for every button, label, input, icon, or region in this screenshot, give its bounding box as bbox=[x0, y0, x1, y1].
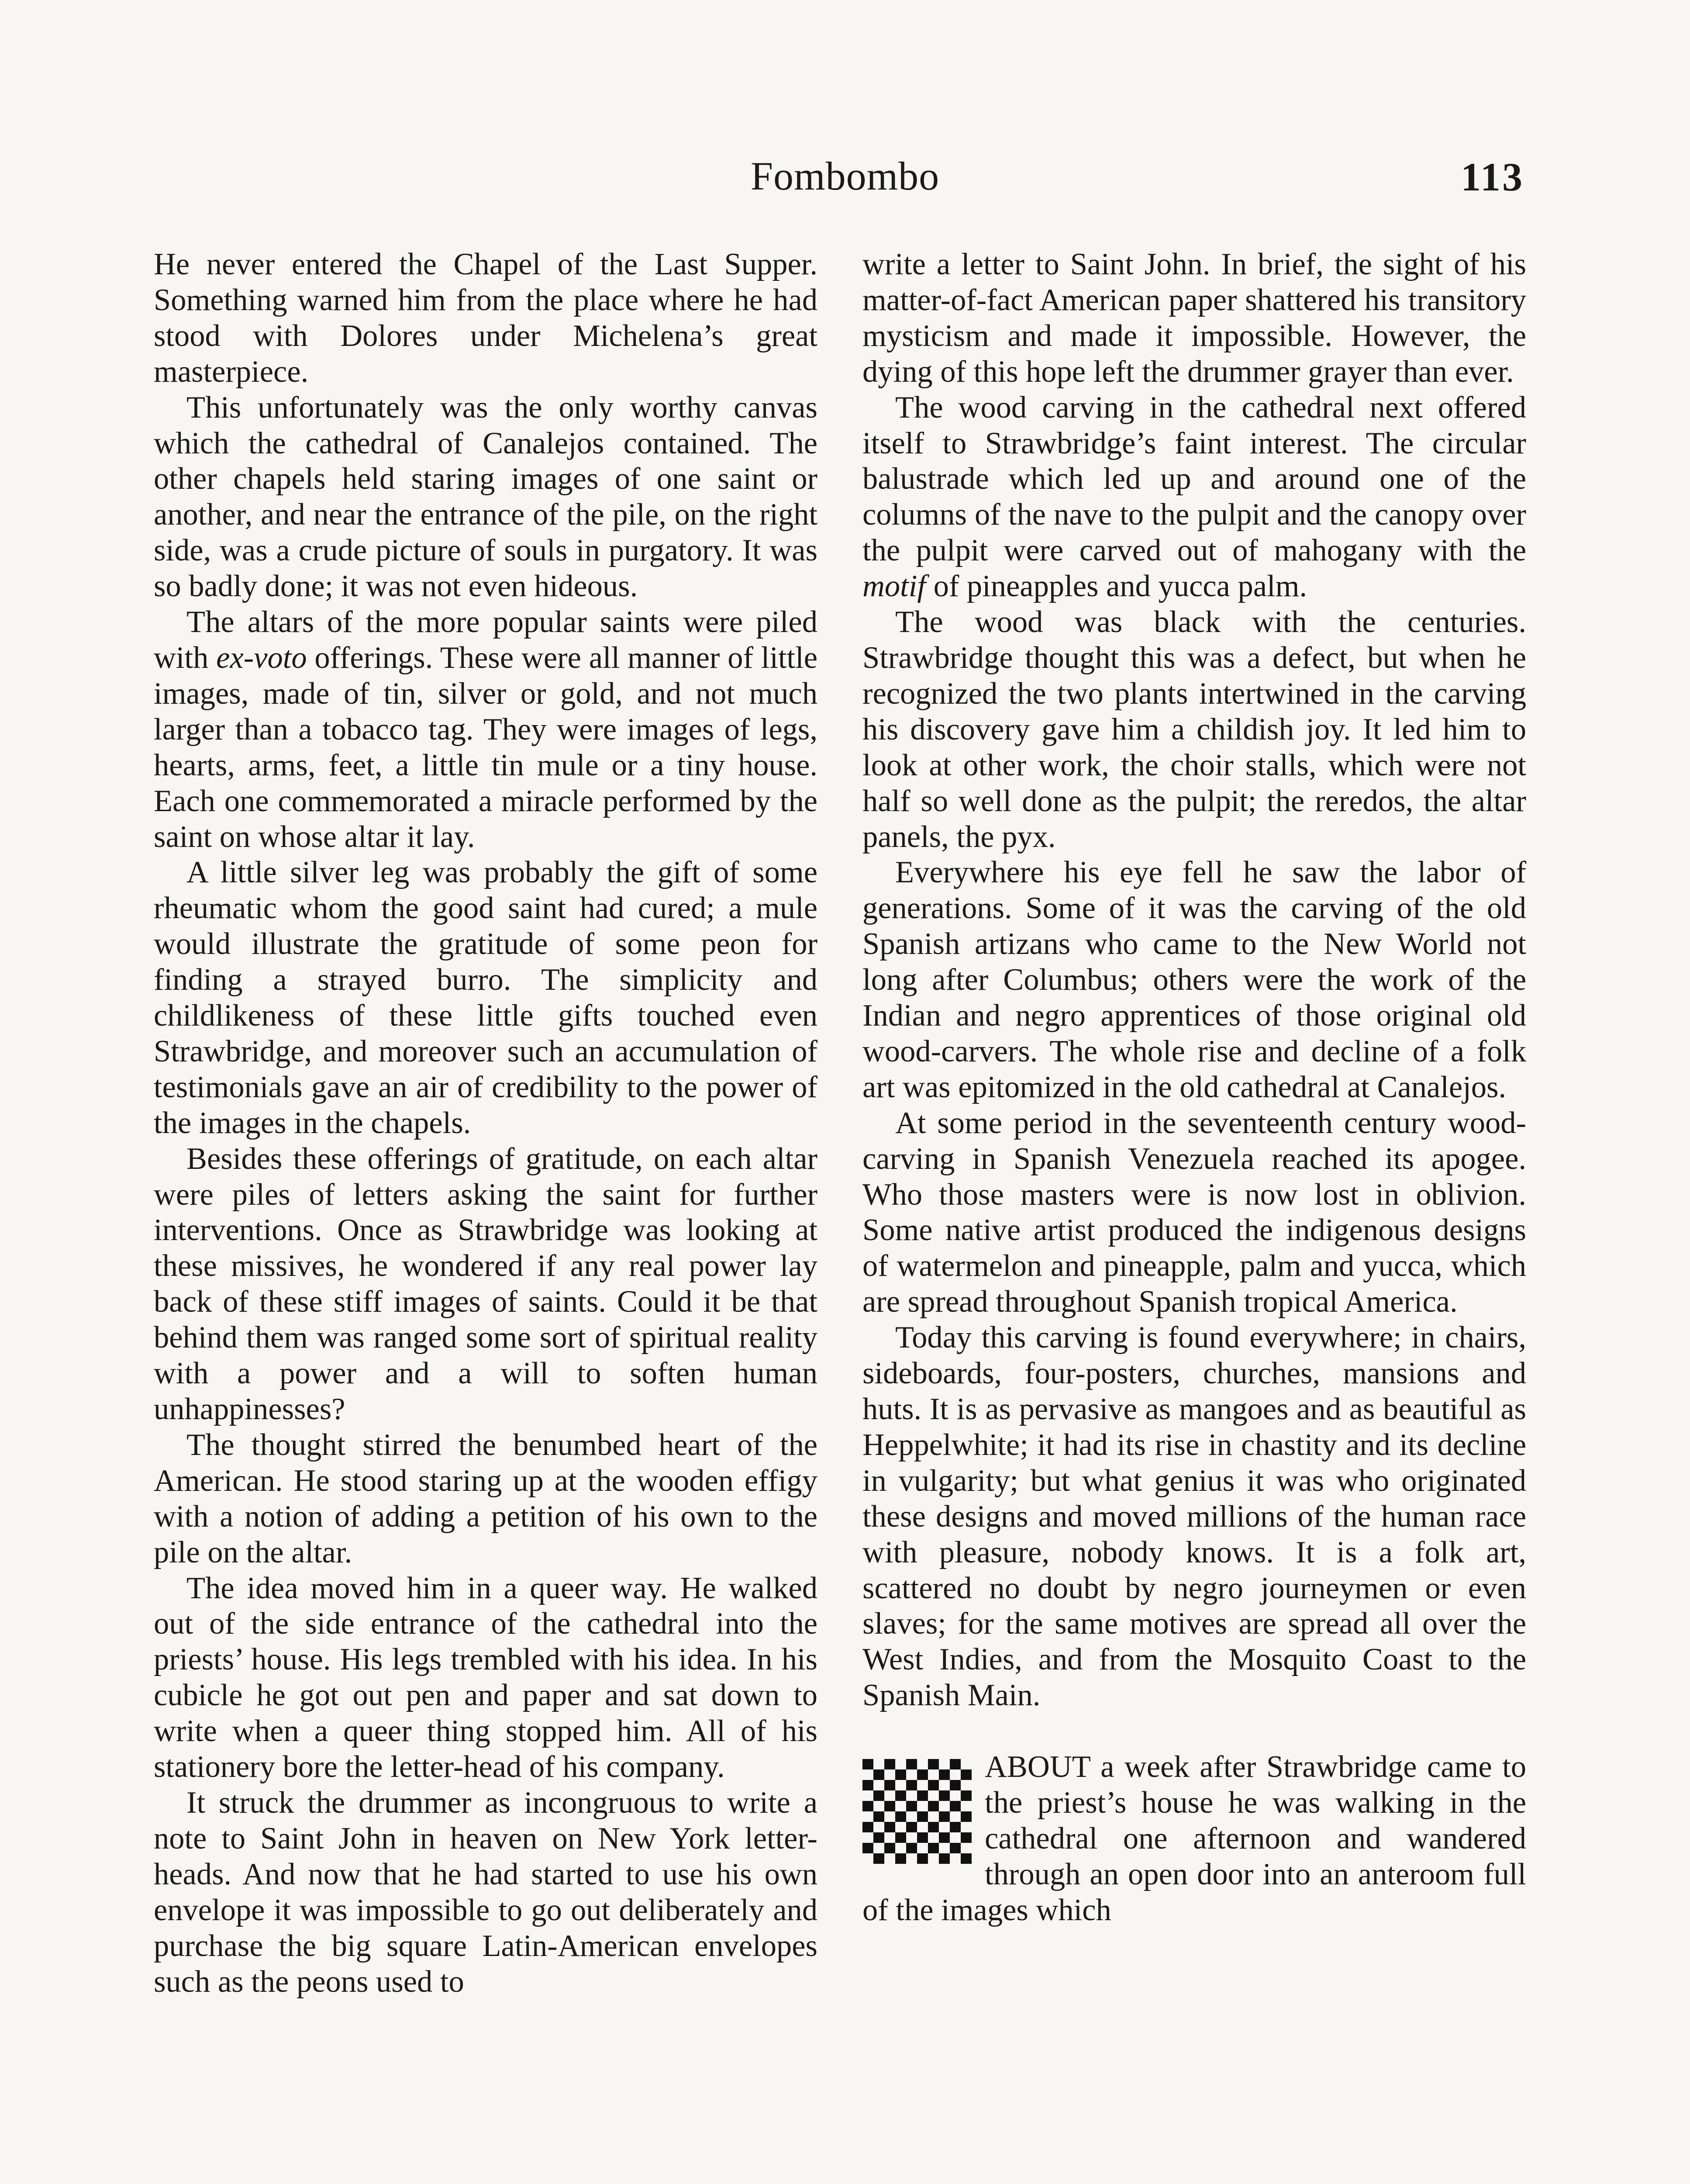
right-column bbox=[862, 247, 1526, 1928]
paragraph: Everywhere his eye fell he saw the labor of generations. Some of it was the carving of the old Spanish artizans who came to the New World not long after Columbus; others were the work of the Indian and negro apprentices of those original old wood-carvers. The whole rise and decline of a folk art was epitomized in the old cathedral at Canalejos. bbox=[862, 855, 1526, 1104]
paragraph-text: offerings. These were all manner of little images, made of tin, silver or gold, and not much larger than a tobacco tag. They were images of legs, hearts, arms, feet, a little tin mule or a tiny house. Each one commemorated a miracle performed by the saint on whose altar it lay. bbox=[154, 640, 817, 854]
paragraph: ABOUT a week after Strawbridge came to the priest’s house he was walking in the cathedral one afternoon and wandered through an open door into an anteroom full of the images which bbox=[862, 1750, 1526, 1927]
paragraph-text: The wood carving in the cathedral next offered itself to Strawbridge’s faint interest. The circular balustrade which led up and around one of the columns of the nave to the pulpit and the canopy over the pulpit were carved out of mahogany with the bbox=[862, 390, 1526, 568]
italic-term: motif bbox=[862, 569, 926, 604]
paragraph-text: The altars of the more popular saints were piled with bbox=[154, 605, 817, 675]
section-opening bbox=[862, 1749, 1526, 1928]
paragraph: The idea moved him in a queer way. He walked out of the side entrance of the cathedral into the priests’ house. His legs trembled with his idea. In his cubicle he got out pen and paper and sat down to write when a queer thing stopped him. All of his stationery bore the letter-head of his company. bbox=[154, 1571, 817, 1784]
paragraph: At some period in the seventeenth century wood-carving in Spanish Venezuela reached its apogee. Who those masters were is now lost in oblivion. Some native artist produced the indigenous designs of watermelon and pineapple, palm and yucca, which are spread throughout Spanish tropical America. bbox=[862, 1106, 1526, 1319]
paragraph: write a letter to Saint John. In brief, the sight of his matter-of-fact American paper shattered his transitory mysticism and made it impossible. However, the dying of this hope left the drummer grayer than ever. bbox=[862, 247, 1526, 389]
paragraph: Today this carving is found everywhere; in chairs, sideboards, four-posters, churches, mansions and huts. It is as pervasive as mangoes and as beautiful as Heppelwhite; it had its rise in chastity and its decline in vulgarity; but what genius it was who originated these designs and moved millions of the human race with pleasure, nobody knows. It is a folk art, scattered no doubt by negro journeymen or even slaves; for the same motives are spread all over the West Indies, and from the Mosquito Coast to the Spanish Main. bbox=[862, 1320, 1526, 1713]
paragraph: The wood was black with the centuries. Strawbridge thought this was a defect, but when he recognized the two plants intertwined in the carving his discovery gave him a childish joy. It led him to look at other work, the choir stalls, which were not half so well done as the pulpit; the reredos, the altar panels, the pyx. bbox=[862, 605, 1526, 854]
paragraph: He never entered the Chapel of the Last Supper. Something warned him from the place where he had stood with Dolores under Michelena’s great masterpiece. bbox=[154, 247, 817, 389]
page-number: 113 bbox=[1461, 155, 1524, 199]
section-break bbox=[862, 1714, 1526, 1749]
page-header-title: Fombombo bbox=[750, 154, 940, 198]
paragraph: The thought stirred the benumbed heart of the American. He stood staring up at the wooden effigy with a notion of adding a petition of his own to the pile on the altar. bbox=[154, 1427, 817, 1569]
checker-ornament-icon bbox=[862, 1759, 972, 1864]
paragraph: It struck the drummer as incongruous to write a note to Saint John in heaven on New York letter-heads. And now that he had started to use his own envelope it was impossible to go out deliberately and purchase the big square Latin-American envelopes such as the peons used to bbox=[154, 1785, 817, 1999]
paragraph bbox=[154, 605, 817, 855]
paragraph-text: of pineapples and yucca palm. bbox=[925, 569, 1307, 604]
paragraph: Besides these offerings of gratitude, on each altar were piles of letters asking the saint for further interventions. Once as Strawbridge was looking at these missives, he wondered if any real power lay back of these stiff images of saints. Could it be that behind them was ranged some sort of spiritual reality with a power and a will to soften human unhappinesses? bbox=[154, 1141, 817, 1426]
paragraph: A little silver leg was probably the gift of some rheumatic whom the good saint had cured; a mule would illustrate the gratitude of some peon for finding a strayed burro. The simplicity and childlikeness of these little gifts touched even Strawbridge, and moreover such an accumulation of testimonials gave an air of credibility to the power of the images in the chapels. bbox=[154, 855, 817, 1140]
left-column bbox=[154, 247, 817, 2000]
italic-term: ex-voto bbox=[216, 640, 307, 675]
paragraph bbox=[862, 390, 1526, 605]
paragraph: This unfortunately was the only worthy canvas which the cathedral of Canalejos contained. The other chapels held staring images of one saint or another, and near the entrance of the pile, on the right side, was a crude picture of souls in purgatory. It was so badly done; it was not even hideous. bbox=[154, 390, 817, 604]
